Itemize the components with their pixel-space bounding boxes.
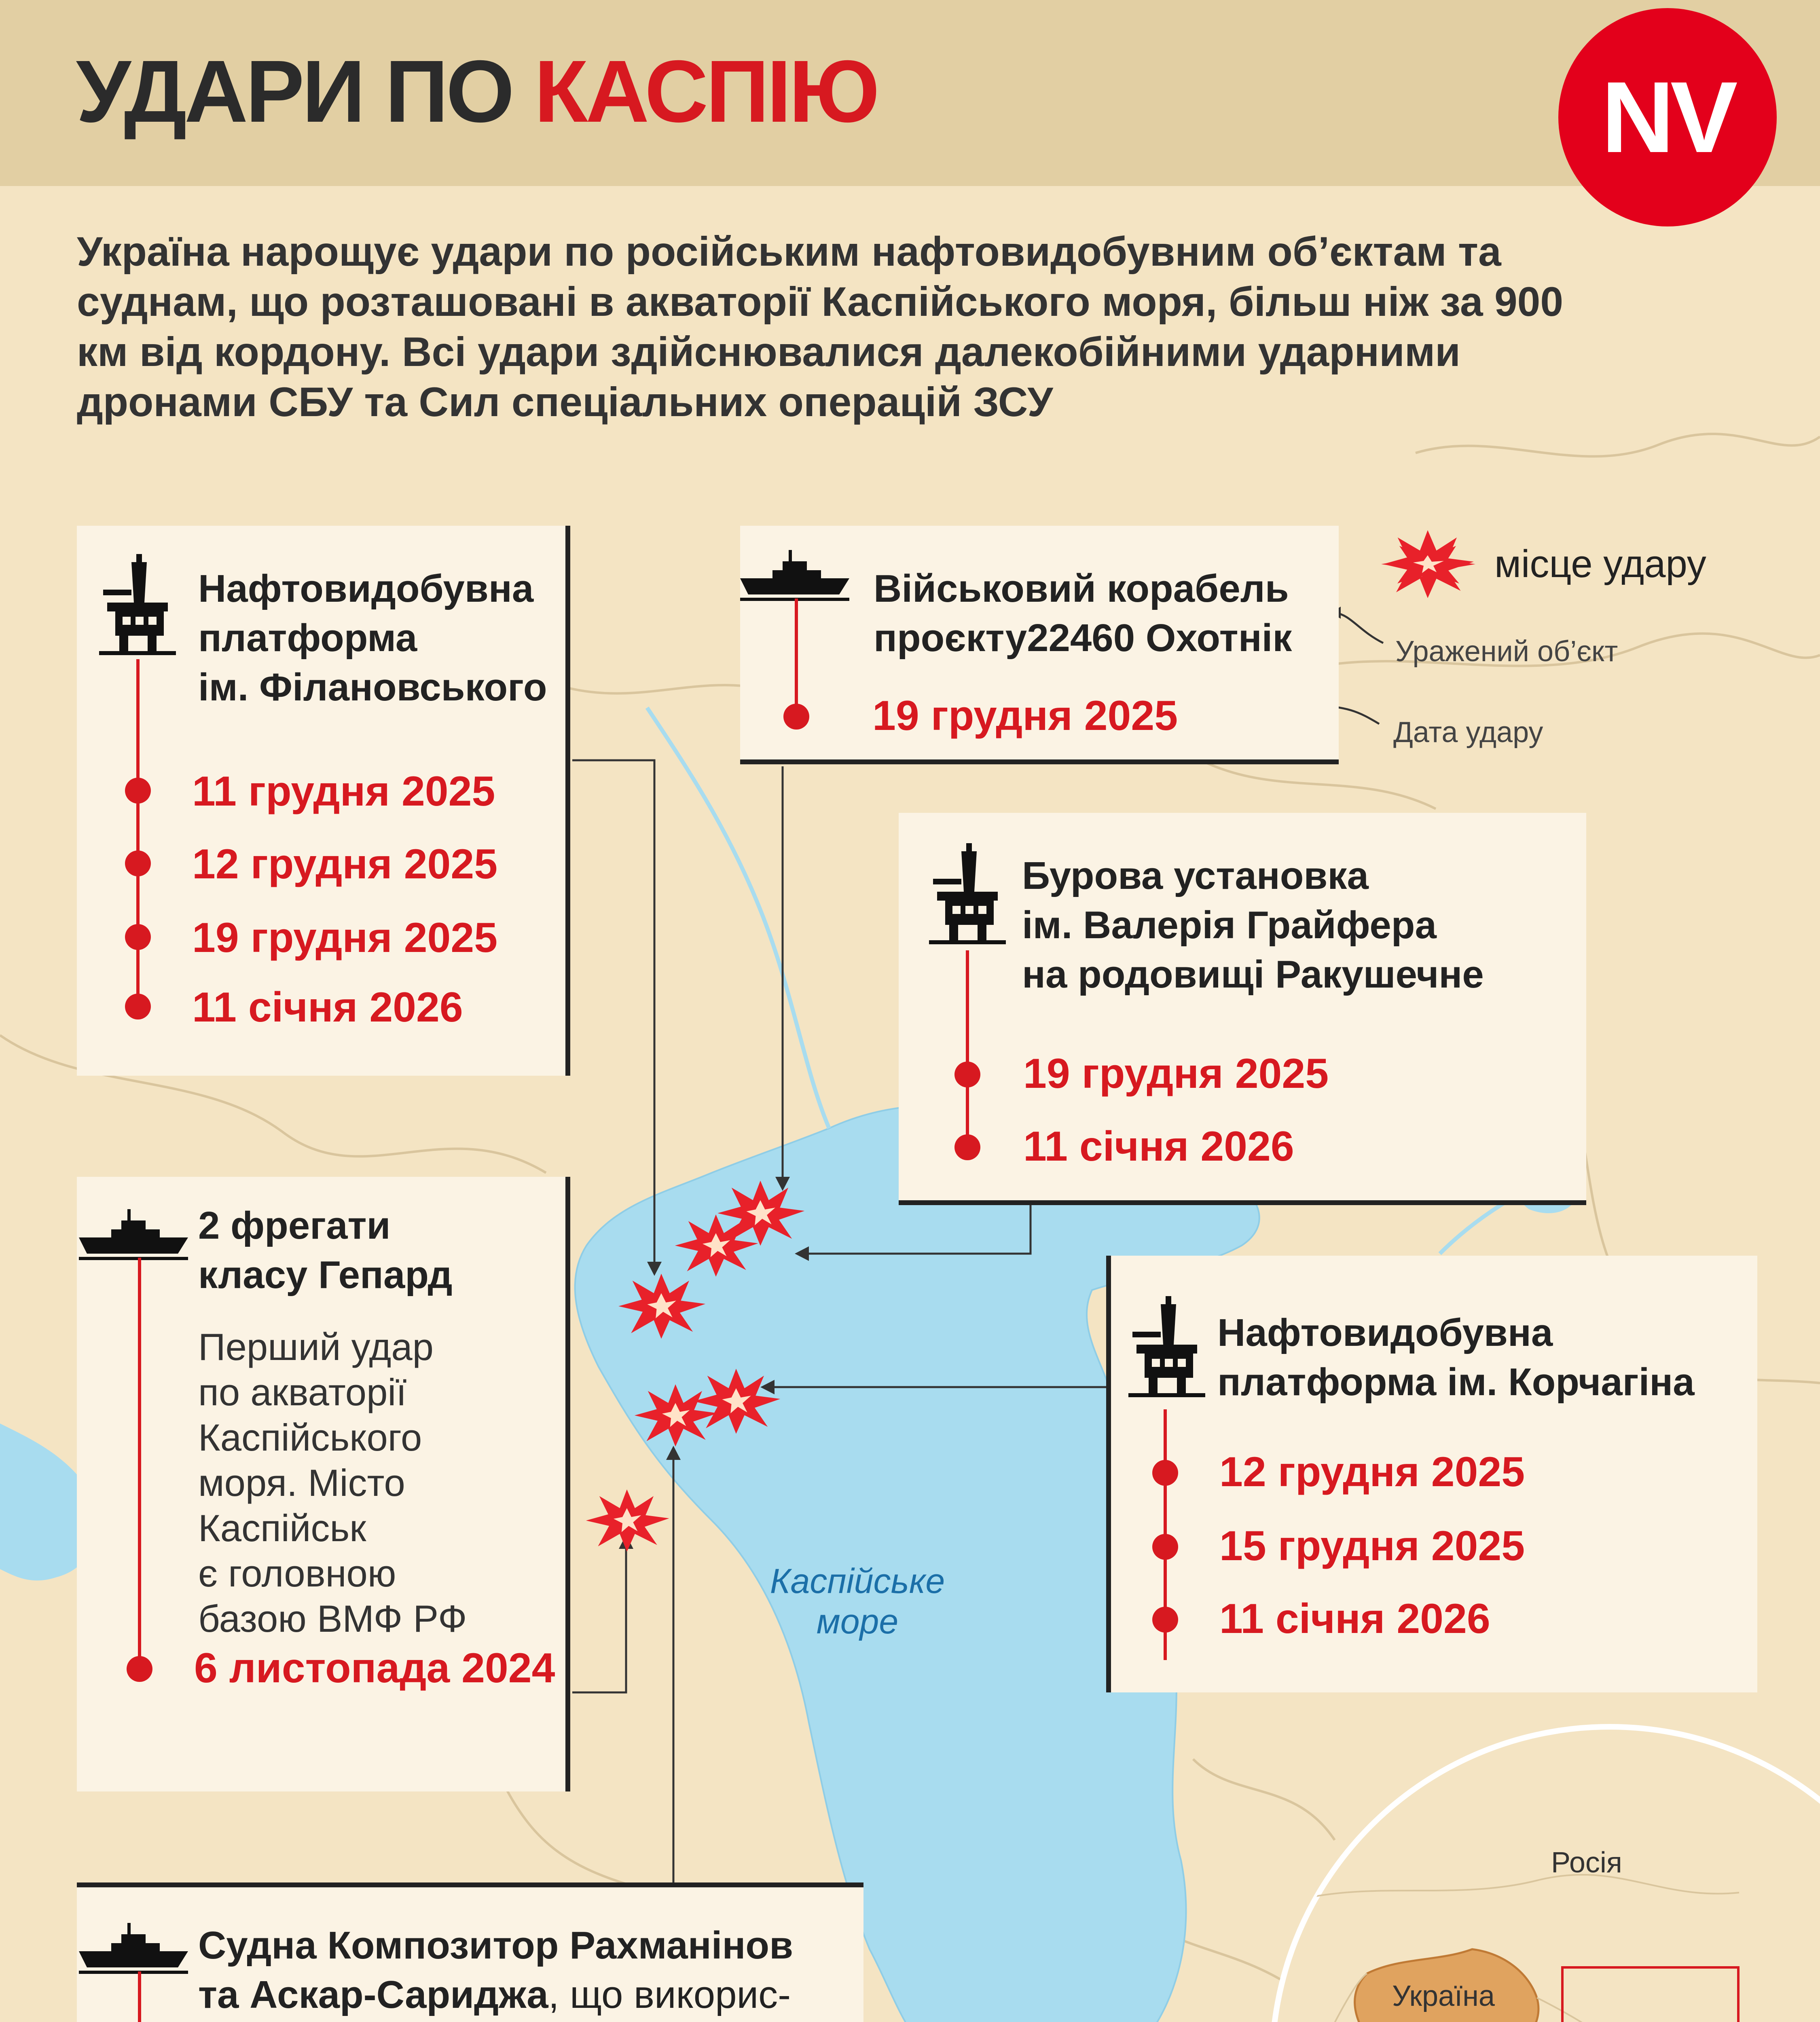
nv-logo[interactable]: NV bbox=[1558, 8, 1777, 226]
strike-date: 11 січня 2026 bbox=[1219, 1595, 1490, 1642]
inset-ukraine-label: Україна bbox=[1392, 1980, 1495, 2012]
strike-date: 15 грудня 2025 bbox=[1219, 1523, 1525, 1569]
timeline-line bbox=[966, 950, 969, 1144]
warship-icon bbox=[740, 550, 849, 603]
card-korchagin bbox=[1106, 1256, 1757, 1692]
timeline-dot bbox=[954, 1134, 980, 1160]
card-accent-bar bbox=[565, 526, 570, 1076]
page-title: УДАРИ ПО КАСПІЮ bbox=[76, 42, 878, 141]
card-graifer bbox=[899, 813, 1586, 1205]
card-title: Нафтовидобувна платформа ім. Корчагіна bbox=[1217, 1311, 1695, 1404]
card-frigates bbox=[77, 1177, 570, 1791]
timeline-dot bbox=[125, 850, 151, 876]
card-accent-bar bbox=[899, 1200, 1586, 1205]
strike-date: 11 січня 2026 bbox=[1023, 1123, 1294, 1170]
oil-platform-icon bbox=[929, 843, 1006, 948]
card-title: Військовий корабель проєкту22460 Охотнік bbox=[874, 567, 1292, 660]
legend-date-note: Дата удару bbox=[1393, 716, 1543, 749]
card-description: Перший удар по акваторії Каспійського моря. Місто Каспійськ є головною базою ВМФ РФ bbox=[198, 1326, 467, 1640]
timeline-dot bbox=[783, 704, 809, 730]
sea-label: Каспійське море bbox=[770, 1562, 945, 1641]
timeline-dot bbox=[127, 1656, 152, 1682]
strike-date: 19 грудня 2025 bbox=[872, 692, 1178, 739]
warship-icon bbox=[77, 1923, 190, 1975]
oil-platform-icon bbox=[99, 554, 176, 659]
card-okhotnik bbox=[740, 526, 1339, 764]
card-title: Нафтовидобувна платформа ім. Філановського bbox=[198, 567, 547, 709]
intro-text: Україна нарощує удари по російським нафтовидобувним об’єктам та суднам, що розташовані в акваторії Каспійського моря, більш ніж за 900 км від кордону. Всі удари здійснювалися далекобійними ударними дронами СБУ та Сил спеціальних операцій ЗСУ bbox=[77, 228, 1564, 425]
timeline-dot bbox=[1152, 1534, 1178, 1560]
timeline-dot bbox=[125, 994, 151, 1019]
card-title: Бурова установка ім. Валерія Грайфера на родовищі Ракушечне bbox=[1022, 854, 1484, 996]
card-title: 2 фрегати класу Гепард bbox=[198, 1204, 453, 1297]
timeline-dot bbox=[125, 924, 151, 950]
strike-date: 12 грудня 2025 bbox=[192, 841, 498, 888]
timeline-line bbox=[136, 659, 140, 1015]
strike-burst-icon bbox=[1375, 540, 1480, 588]
warship-icon bbox=[77, 1209, 190, 1262]
card-accent-bar bbox=[77, 1882, 863, 1887]
timeline-dot bbox=[1152, 1460, 1178, 1486]
oil-platform-icon bbox=[1128, 1296, 1205, 1401]
timeline-line bbox=[138, 1971, 141, 2022]
inset-russia-label: Росія bbox=[1551, 1846, 1622, 1879]
strike-date: 11 січня 2026 bbox=[192, 984, 463, 1031]
timeline-dot bbox=[954, 1062, 980, 1087]
strike-date: 6 листопада 2024 bbox=[194, 1645, 555, 1692]
timeline-dot bbox=[1152, 1607, 1178, 1633]
strike-date: 19 грудня 2025 bbox=[1023, 1050, 1329, 1097]
card-ships bbox=[77, 1882, 863, 2022]
timeline-line bbox=[795, 599, 798, 720]
card-filanovsky bbox=[77, 526, 570, 1076]
card-title: Судна Композитор Рахманінов та Аскар-Сариджа, що викорис- bbox=[198, 1924, 794, 2016]
strike-date: 11 грудня 2025 bbox=[192, 768, 495, 815]
strike-date: 19 грудня 2025 bbox=[192, 914, 498, 961]
strike-date: 12 грудня 2025 bbox=[1219, 1449, 1525, 1495]
card-accent-bar bbox=[565, 1177, 570, 1791]
legend-target-note: Уражений об’єкт bbox=[1395, 635, 1618, 668]
timeline-line bbox=[138, 1258, 141, 1670]
timeline-dot bbox=[125, 778, 151, 804]
card-accent-bar bbox=[740, 759, 1339, 764]
legend-strike-label: місце удару bbox=[1494, 542, 1706, 586]
card-accent-bar bbox=[1106, 1256, 1111, 1692]
